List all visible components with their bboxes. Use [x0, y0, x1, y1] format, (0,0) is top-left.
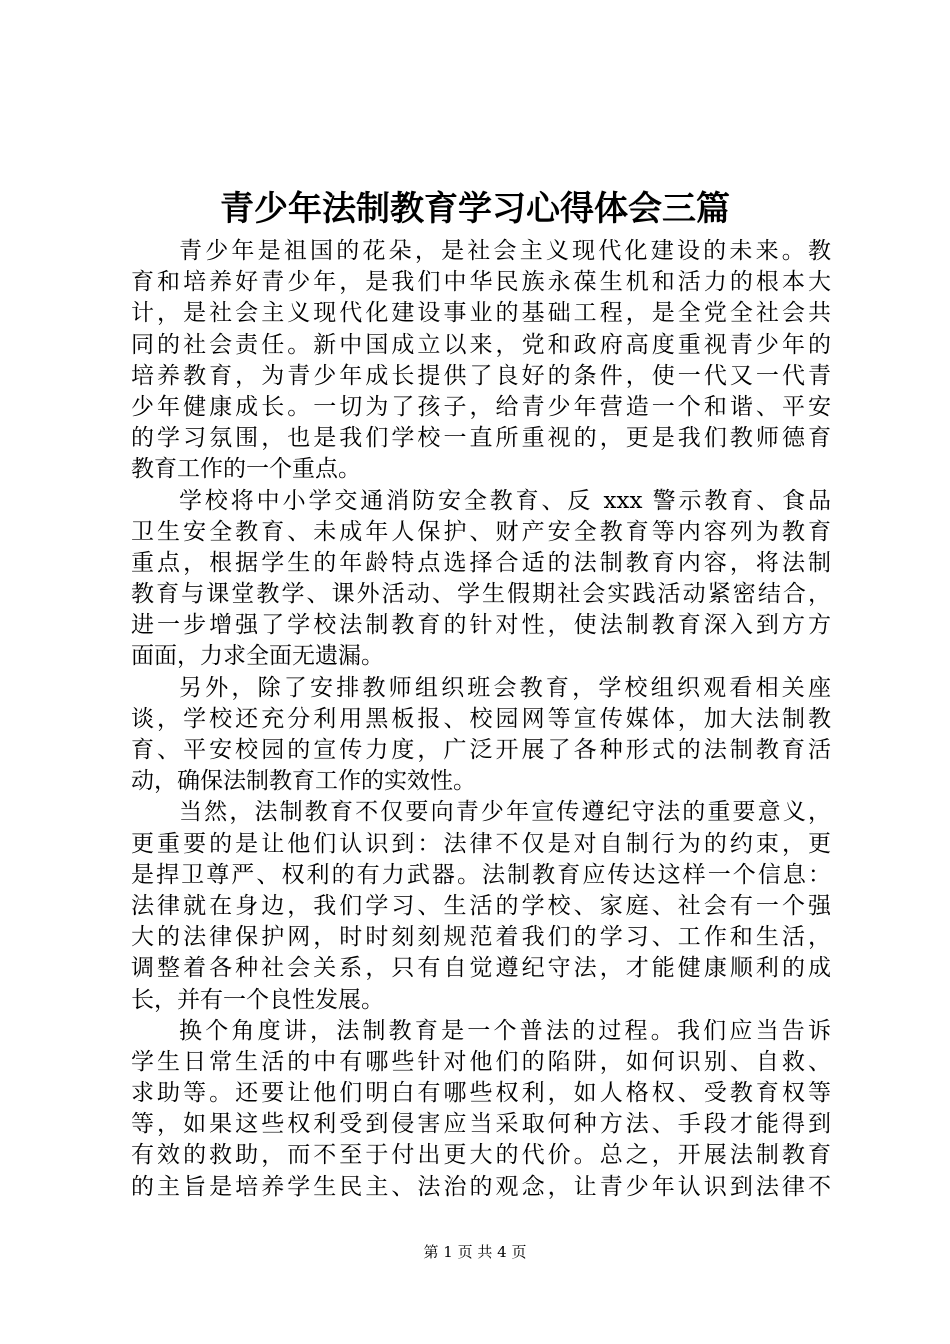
text-line: 等，如果这些权利受到侵害应当采取何种方法、手段才能得到	[131, 1111, 831, 1138]
text-line: 进一步增强了学校法制教育的针对性，使法制教育深入到方方	[131, 612, 831, 639]
text-line: 学生日常生活的中有哪些针对他们的陷阱，如何识别、自救、	[131, 1048, 831, 1075]
text-line: 青少年是祖国的花朵，是社会主义现代化建设的未来。教	[179, 238, 831, 264]
text-line: 的主旨是培养学生民主、法治的观念，让青少年认识到法律不	[131, 1173, 831, 1200]
paragraph	[131, 236, 831, 486]
text-line: 学校将中小学交通消防安全教育、反 xxx 警示教育、食品	[179, 487, 831, 514]
paragraph	[131, 673, 831, 798]
text-line: 当然，法制教育不仅要向青少年宣传遵纪守法的重要意义，	[179, 799, 831, 826]
text-line: 卫生安全教育、未成年人保护、财产安全教育等内容列为教育	[131, 518, 831, 545]
text-line: 谈，学校还充分利用黑板报、校园网等宣传媒体，加大法制教	[131, 705, 831, 732]
text-line: 的学习氛围，也是我们学校一直所重视的，更是我们教师德育	[131, 425, 831, 452]
text-line: 换个角度讲，法制教育是一个普法的过程。我们应当告诉	[179, 1017, 831, 1044]
paragraph	[131, 1016, 831, 1203]
text-line: 动，确保法制教育工作的实效性。	[131, 768, 476, 795]
text-line: 育、平安校园的宣传力度，广泛开展了各种形式的法制教育活	[131, 737, 831, 763]
text-line: 另外，除了安排教师组织班会教育，学校组织观看相关座	[179, 674, 831, 701]
text-line: 调整着各种社会关系，只有自觉遵纪守法，才能健康顺利的成	[131, 955, 831, 982]
text-line: 同的社会责任。新中国成立以来，党和政府高度重视青少年的	[131, 331, 831, 358]
text-line: 教育与课堂教学、课外活动、学生假期社会实践活动紧密结合，	[131, 581, 831, 608]
paragraph	[131, 486, 831, 673]
text-line: 少年健康成长。一切为了孩子，给青少年营造一个和谐、平安	[131, 393, 831, 420]
document-body	[131, 236, 831, 1203]
page-number-footer: 第 1 页 共 4 页	[423, 1243, 527, 1261]
text-line: 培养教育，为青少年成长提供了良好的条件，使一代又一代青	[131, 362, 831, 389]
text-line: 大的法律保护网，时时刻刻规范着我们的学习、工作和生活，	[131, 924, 831, 951]
text-line: 长，并有一个良性发展。	[131, 986, 384, 1013]
document-title: 青少年法制教育学习心得体会三篇	[220, 189, 730, 229]
text-line: 计，是社会主义现代化建设事业的基础工程，是全党全社会共	[131, 300, 831, 327]
text-line: 求助等。还要让他们明白有哪些权利，如人格权、受教育权等	[131, 1080, 831, 1107]
text-line: 法律就在身边，我们学习、生活的学校、家庭、社会有一个强	[131, 892, 831, 919]
paragraph	[131, 797, 831, 1015]
text-line: 重点，根据学生的年龄特点选择合适的法制教育内容，将法制	[131, 549, 831, 576]
text-line: 是捍卫尊严、权利的有力武器。法制教育应传达这样一个信息：	[131, 861, 831, 888]
text-line: 有效的救助，而不至于付出更大的代价。总之，开展法制教育	[131, 1142, 831, 1169]
text-line: 面面，力求全面无遗漏。	[131, 643, 384, 670]
text-line: 更重要的是让他们认识到：法律不仅是对自制行为的约束，更	[131, 830, 831, 857]
text-line: 育和培养好青少年，是我们中华民族永葆生机和活力的根本大	[131, 269, 831, 296]
text-line: 教育工作的一个重点。	[131, 456, 361, 483]
